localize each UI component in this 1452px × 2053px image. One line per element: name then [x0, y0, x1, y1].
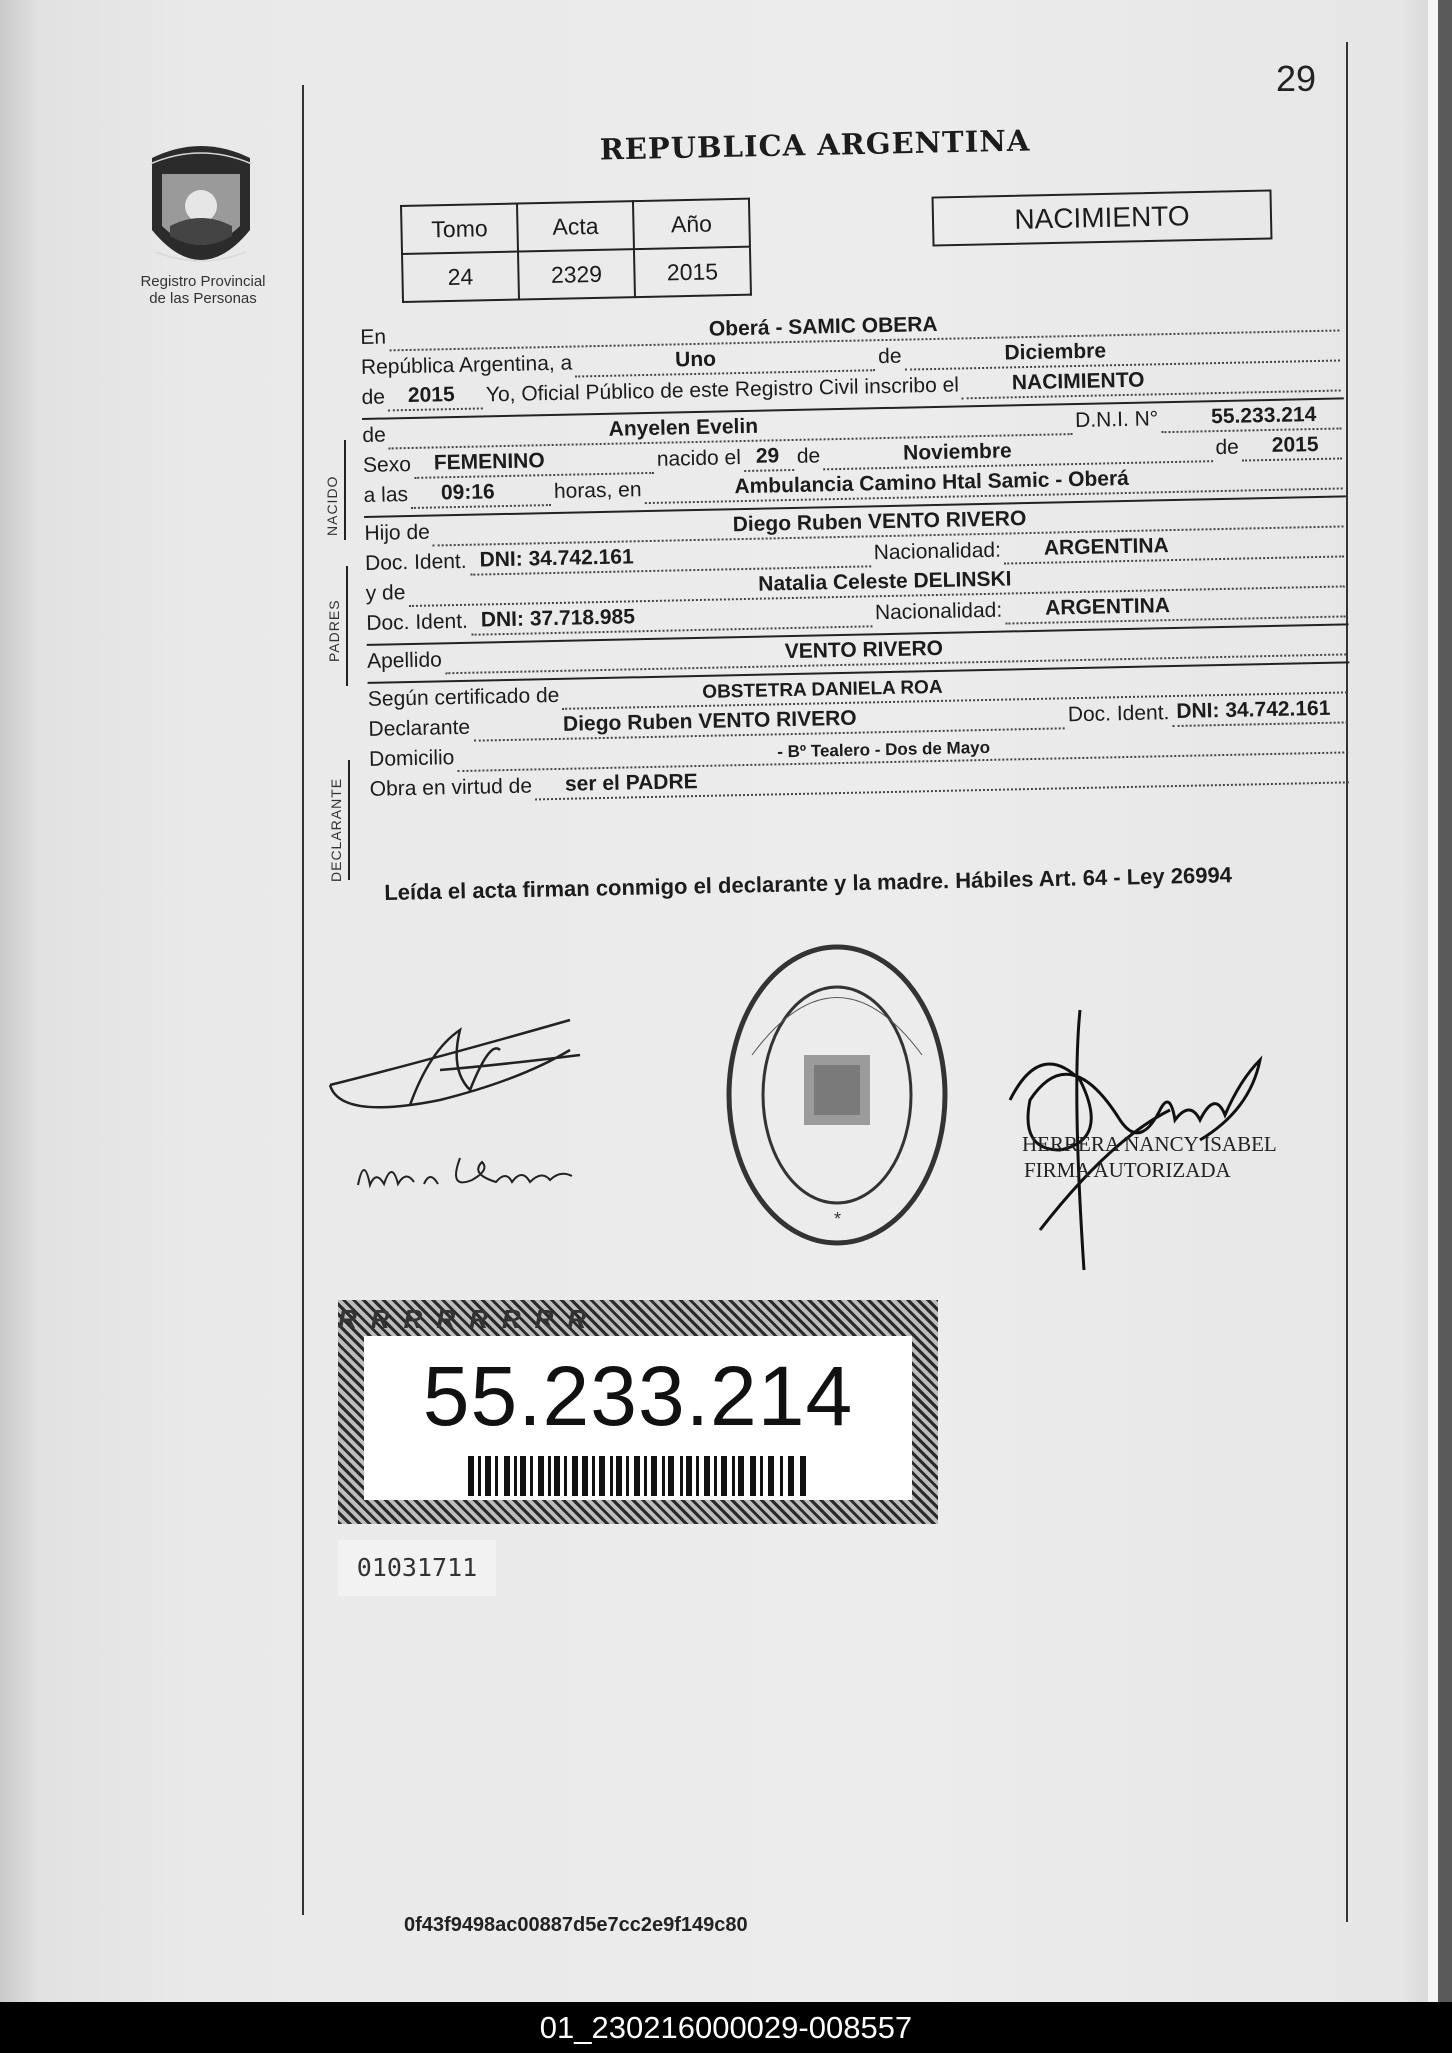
label-nacido-de2: de: [1215, 435, 1240, 460]
registry-header-ano: Año: [633, 199, 750, 249]
value-padre: Diego Ruben VENTO RIVERO: [732, 507, 1027, 537]
birth-record-form: [360, 301, 1352, 803]
value-inscribo: NACIMIENTO: [1011, 368, 1145, 395]
right-margin-line: [1346, 42, 1348, 1922]
document-hash: 0f43f9498ac00887d5e7cc2e9f149c80: [404, 1914, 748, 1936]
footer-id-bar: 01_230216000029-008557: [0, 2002, 1452, 2053]
value-dni: 55.233.214: [1210, 402, 1317, 429]
label-decl-doc: Doc. Ident.: [1067, 701, 1170, 727]
value-nombre: Anyelen Evelin: [608, 414, 759, 441]
value-year: 2015: [407, 383, 455, 408]
label-oficial-text: Yo, Oficial Público de este Registro Civil inscribo el: [485, 373, 960, 407]
label-hijo: Hijo de: [364, 520, 431, 545]
value-nacido-year: 2015: [1271, 432, 1319, 457]
value-apellido: VENTO RIVERO: [784, 636, 944, 664]
label-nac1: Nacionalidad:: [873, 538, 1002, 565]
value-location: Oberá - SAMIC OBERA: [708, 312, 938, 341]
label-yde: y de: [365, 581, 406, 605]
sticker-pattern-letters: RRRRRRRR: [338, 1304, 601, 1334]
registry-value-ano: 2015: [634, 247, 751, 297]
registry-header-acta: Acta: [517, 201, 634, 251]
value-hora: 09:16: [440, 480, 495, 505]
authorized-officer-name: HERRERA NANCY ISABEL: [1022, 1132, 1277, 1156]
value-nacido-day: 29: [755, 444, 780, 468]
barcode: [468, 1456, 808, 1496]
svg-text:*: *: [834, 1209, 842, 1229]
registry-header-tomo: Tomo: [401, 204, 518, 254]
value-decl-doc: DNI: 34.742.161: [1176, 696, 1331, 723]
value-day: Uno: [674, 347, 717, 372]
registry-value-acta: 2329: [518, 249, 635, 299]
value-madre: Natalia Celeste DELINSKI: [758, 567, 1012, 596]
id-number-sticker: [338, 1300, 938, 1524]
value-doc1: DNI: 34.742.161: [479, 545, 634, 572]
declarant-signature: [320, 1010, 600, 1130]
label-de-year: de: [361, 385, 386, 409]
section-label-declarante: DECLARANTE: [328, 777, 344, 882]
section-label-padres: PADRES: [326, 599, 342, 662]
logo-caption-line1: Registro Provincial: [140, 273, 266, 290]
value-obra: ser el PADRE: [564, 770, 698, 796]
legal-statement: Leída el acta firman conmigo el declarante y la madre. Hábiles Art. 64 - Ley 26994: [384, 862, 1233, 905]
label-domicilio: Domicilio: [368, 746, 455, 771]
value-nac2: ARGENTINA: [1044, 594, 1171, 620]
registry-seal-stamp: [722, 940, 952, 1250]
value-domicilio: - Bº Tealero - Dos de Mayo: [777, 737, 991, 762]
registry-table-header-row: [401, 199, 750, 254]
label-republica: República Argentina, a: [360, 351, 573, 379]
page-number: 29: [1276, 58, 1317, 99]
record-type-box: NACIMIENTO: [932, 189, 1273, 246]
page-edge-shadow: [1438, 0, 1452, 2002]
label-certificado: Según certificado de: [367, 683, 560, 711]
registry-table-value-row: [402, 247, 751, 302]
label-de-month: de: [877, 344, 902, 369]
value-nacido-month: Noviembre: [902, 439, 1012, 465]
label-nacido-el: nacido el: [656, 446, 742, 471]
label-en: En: [360, 325, 387, 349]
mother-handwritten-signature: [350, 1140, 600, 1210]
label-de-nombre: de: [362, 423, 386, 447]
logo-caption: [120, 273, 286, 307]
value-sexo: FEMENINO: [433, 449, 545, 475]
label-declarante: Declarante: [368, 715, 471, 741]
section-label-nacido: NACIDO: [324, 475, 340, 536]
authorized-signature-caption: FIRMA AUTORIZADA: [1024, 1158, 1231, 1182]
control-code: 01031711: [338, 1540, 496, 1596]
sticker-white-panel: [364, 1336, 912, 1500]
document-title: REPUBLICA ARGENTINA: [599, 123, 1031, 167]
nacido-bracket: [344, 440, 346, 540]
label-doc2: Doc. Ident.: [366, 609, 469, 635]
label-obra: Obra en virtud de: [369, 774, 533, 801]
value-lugar: Ambulancia Camino Htal Samic - Oberá: [734, 466, 1130, 499]
value-declarante: Diego Ruben VENTO RIVERO: [562, 706, 857, 736]
label-sexo: Sexo: [362, 452, 412, 477]
label-nac2: Nacionalidad:: [874, 598, 1003, 625]
value-nac1: ARGENTINA: [1043, 534, 1169, 560]
logo-caption-line2: de las Personas: [149, 290, 257, 307]
value-doc2: DNI: 37.718.985: [480, 605, 636, 632]
label-nacido-de: de: [796, 444, 821, 468]
misiones-shield-logo: [142, 140, 260, 280]
value-month: Diciembre: [1004, 339, 1107, 365]
registry-table: [400, 198, 752, 303]
label-horas-en: horas, en: [553, 478, 642, 503]
label-dni: D.N.I. N°: [1074, 407, 1159, 433]
label-alas: a las: [363, 483, 409, 507]
sticker-id-number: 55.233.214: [422, 1349, 854, 1443]
declarante-bracket: [348, 760, 350, 880]
left-margin-line: [302, 85, 304, 1915]
value-certificado: OBSTETRA DANIELA ROA: [702, 676, 943, 703]
label-apellido: Apellido: [366, 648, 443, 673]
label-doc1: Doc. Ident.: [364, 549, 467, 575]
page-edge-light: [1428, 0, 1438, 2002]
registry-value-tomo: 24: [402, 252, 519, 302]
padres-bracket: [346, 566, 348, 686]
